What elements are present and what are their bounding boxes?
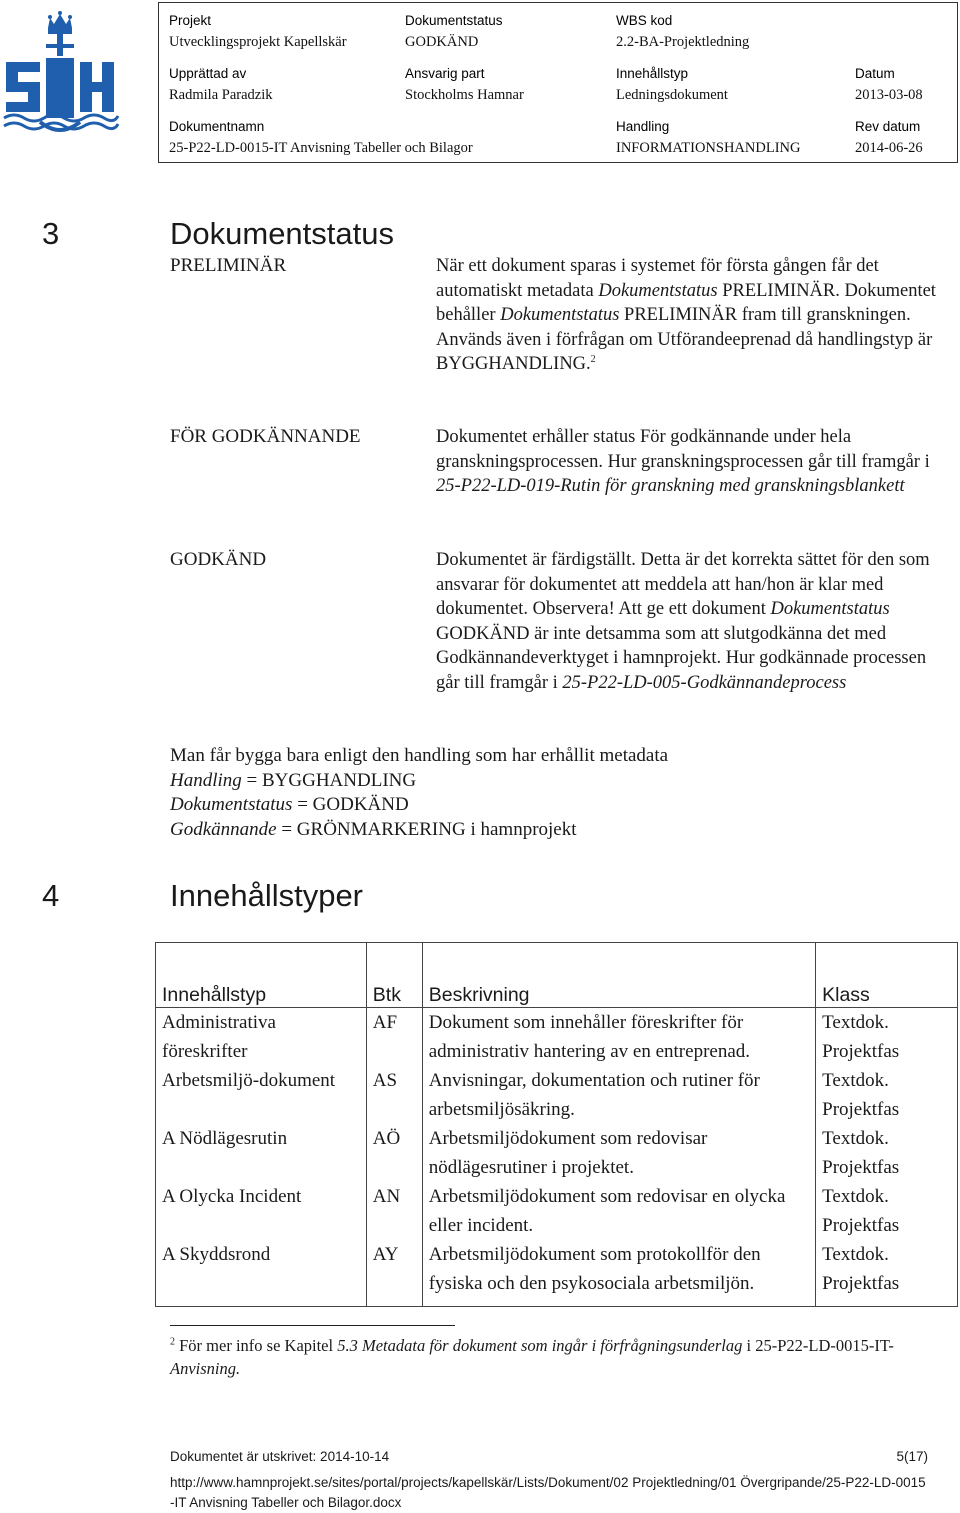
- header-value: Ledningsdokument: [616, 87, 728, 103]
- footnote-number: 2: [170, 1336, 175, 1348]
- table-row: [156, 1124, 958, 1182]
- desc-text: Dokumentet är färdigställt. Detta är det korrekta sättet för den som ansvarar för dokumentet att meddela att han/hon är klar med dokumentet. Observera! Att ge ett dokument: [436, 550, 930, 619]
- cell-typ: Administrativa föreskrifter: [156, 1008, 367, 1067]
- header-label: Handling: [616, 119, 670, 134]
- stockholms-hamnar-logo: [0, 10, 120, 140]
- desc-text: GODKÄND är inte detsamma som att slutgodkänna det med Godkännandeverktyget i hamnprojekt. Hur godkännade processen går till framgår i: [436, 623, 927, 693]
- section-number: 4: [42, 878, 60, 913]
- desc-text: Dokumentet erhåller status För godkännande under hela granskningsprocessen. Hur granskningsprocessen går till framgår i: [436, 427, 930, 472]
- status-term: PRELIMINÄR: [170, 255, 287, 276]
- header-dokumentnamn: [169, 119, 473, 157]
- header-value: 2014-06-26: [855, 140, 923, 156]
- table-header-row: [156, 943, 958, 1008]
- cell-typ: A Nödlägesrutin: [156, 1124, 367, 1182]
- header-value: Stockholms Hamnar: [405, 87, 524, 103]
- header-label: WBS kod: [616, 13, 673, 28]
- footnote-link[interactable]: 5.3 Metadata för dokument som ingår i förfrågningsunderlag: [337, 1336, 743, 1355]
- desc-text: Används även i förfrågan om Utförandeeprenad då handlingstyp är BYGGHANDLING.: [436, 329, 933, 374]
- cell-klass: Textdok. Projektfas: [816, 1066, 958, 1124]
- desc-text: PRELIMINÄR fram till granskningen.: [619, 305, 911, 325]
- header-value: Utvecklingsprojekt Kapellskär: [169, 34, 347, 50]
- document-header: [158, 2, 958, 163]
- cell-typ: Arbetsmiljö-dokument: [156, 1066, 367, 1124]
- footnote: [170, 1334, 930, 1380]
- table-row: [156, 1240, 958, 1307]
- print-date: Dokumentet är utskrivet: 2014-10-14: [170, 1449, 390, 1464]
- note-line: Man får bygga bara enligt den handling som har erhållit metadata: [170, 745, 669, 766]
- cell-beskrivning: Arbetsmiljödokument som redovisar en olycka eller incident.: [422, 1182, 815, 1240]
- status-description: [436, 254, 936, 377]
- content-types-table: [155, 942, 958, 1307]
- cell-klass: Textdok. Projektfas: [816, 1124, 958, 1182]
- note-key: Dokumentstatus: [170, 794, 293, 815]
- cell-beskrivning: Dokument som innehåller föreskrifter för administrativ hantering av en entreprenad.: [422, 1008, 815, 1067]
- header-wbs: [616, 13, 749, 51]
- header-label: Ansvarig part: [405, 66, 485, 81]
- header-value: Radmila Paradzik: [169, 87, 273, 103]
- cell-klass: Textdok. Projektfas: [816, 1008, 958, 1067]
- header-label: Dokumentnamn: [169, 119, 265, 134]
- cell-btk: AY: [366, 1240, 422, 1307]
- note-line: [170, 769, 930, 794]
- header-datum: [855, 66, 923, 104]
- header-label: Projekt: [169, 13, 212, 28]
- status-description: [436, 425, 936, 499]
- desc-text: När ett dokument sparas i systemet för första gången får det automatiskt metadata: [436, 256, 879, 301]
- note-key: Handling: [170, 769, 242, 791]
- cell-typ: A Skyddsrond: [156, 1240, 367, 1307]
- status-description: [436, 548, 936, 695]
- note-value: = GODKÄND: [292, 794, 409, 815]
- header-label: Innehållstyp: [616, 66, 689, 81]
- cell-typ: A Olycka Incident: [156, 1182, 367, 1240]
- column-header: Klass: [816, 943, 958, 1008]
- header-value: INFORMATIONSHANDLING: [616, 140, 801, 156]
- table-row: [156, 1182, 958, 1240]
- status-term: GODKÄND: [170, 549, 267, 570]
- header-value: 2013-03-08: [855, 87, 923, 103]
- section-number: 3: [42, 216, 60, 251]
- table-row: [156, 1008, 958, 1067]
- desc-italic: 25-P22-LD-005-Godkännandeprocess: [562, 672, 847, 693]
- header-projekt: [169, 13, 347, 51]
- footnote-separator: [170, 1325, 455, 1326]
- header-innehallstyp: [616, 66, 728, 104]
- desc-italic: Dokumentstatus: [500, 305, 620, 325]
- document-url[interactable]: http://www.hamnprojekt.se/sites/portal/projects/kapellskär/Lists/Dokument/02 Projektledning/01 Övergripande/25-P22-LD-0015-IT Anvisning Tabeller och Bilagor.docx: [170, 1475, 926, 1510]
- page-number: 5(17): [896, 1449, 928, 1464]
- note-key: Godkännande: [170, 818, 277, 840]
- status-term: FÖR GODKÄNNANDE: [170, 426, 361, 447]
- header-label: Rev datum: [855, 119, 921, 134]
- cell-beskrivning: Arbetsmiljödokument som redovisar nödlägesrutiner i projektet.: [422, 1124, 815, 1182]
- header-value: 2.2-BA-Projektledning: [616, 34, 750, 50]
- cell-btk: AS: [366, 1066, 422, 1124]
- footnote-text: Anvisning.: [170, 1359, 241, 1378]
- note-value: = GRÖNMARKERING i hamnprojekt: [276, 818, 577, 840]
- footnote-text: För mer info se Kapitel: [175, 1336, 338, 1355]
- header-value: GODKÄND: [405, 34, 479, 50]
- desc-italic: Dokumentstatus: [598, 280, 718, 301]
- note-value: = BYGGHANDLING: [241, 769, 417, 791]
- cell-btk: AN: [366, 1182, 422, 1240]
- header-label: Datum: [855, 66, 895, 81]
- cell-klass: Textdok. Projektfas: [816, 1240, 958, 1307]
- header-handling: [616, 119, 800, 157]
- cell-klass: Textdok. Projektfas: [816, 1182, 958, 1240]
- column-header: Btk: [366, 943, 422, 1008]
- note-line: [170, 818, 930, 843]
- section-title: Innehållstyper: [170, 878, 364, 913]
- cell-btk: AF: [366, 1008, 422, 1067]
- header-dokumentstatus: [405, 13, 503, 51]
- header-upprattad: [169, 66, 272, 104]
- column-header: Innehållstyp: [156, 943, 367, 1008]
- desc-italic: 25-P22-LD-019-Rutin för granskning med granskningsblankett: [436, 476, 905, 496]
- table-row: [156, 1066, 958, 1124]
- desc-italic: Dokumentstatus: [770, 599, 890, 619]
- column-header: Beskrivning: [422, 943, 815, 1008]
- header-label: Upprättad av: [169, 66, 247, 81]
- header-label: Dokumentstatus: [405, 13, 503, 28]
- header-ansvarig: [405, 66, 524, 104]
- header-revdatum: [855, 119, 923, 157]
- building-note: [170, 744, 930, 842]
- cell-beskrivning: Anvisningar, dokumentation och rutiner för arbetsmiljösäkring.: [422, 1066, 815, 1124]
- footnote-ref[interactable]: 2: [590, 353, 596, 365]
- footnote-text: i 25-P22-LD-0015-IT-: [742, 1336, 894, 1355]
- section-title: Dokumentstatus: [170, 216, 394, 251]
- cell-btk: AÖ: [366, 1124, 422, 1182]
- cell-beskrivning: Arbetsmiljödokument som protokollför den fysiska och den psykosociala arbetsmiljön.: [422, 1240, 815, 1307]
- desc-text: PRELIMINÄR. Dokumentet behåller: [436, 280, 936, 325]
- note-line: [170, 793, 930, 818]
- header-value: 25-P22-LD-0015-IT Anvisning Tabeller och Bilagor: [169, 140, 473, 156]
